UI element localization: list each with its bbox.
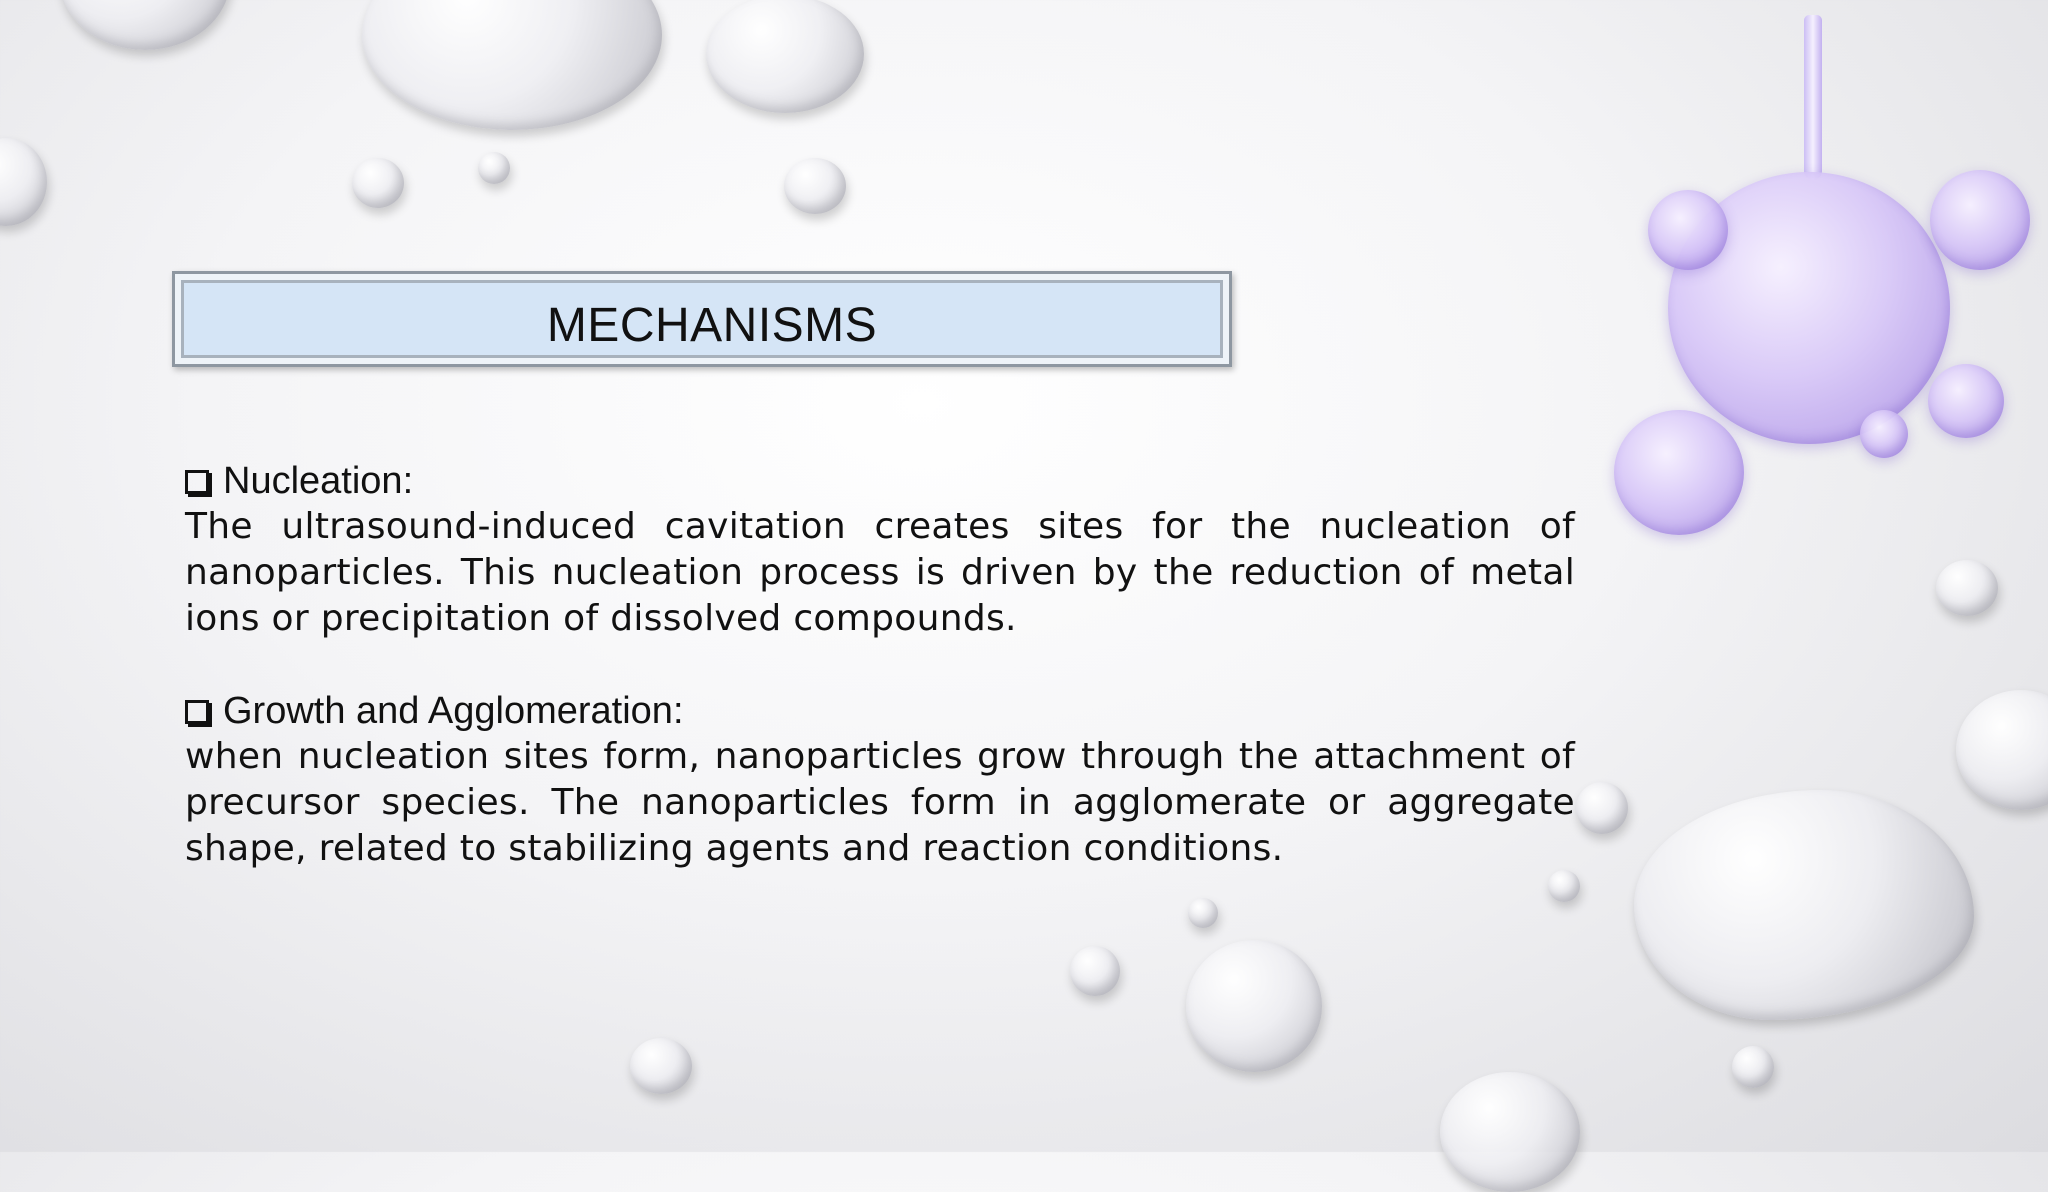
water-droplet-decoration <box>478 152 510 184</box>
water-droplet-decoration <box>1634 790 1974 1020</box>
purple-bubble-decoration <box>1614 410 1744 535</box>
section-heading-growth <box>185 688 1575 734</box>
section-body-nucleation: The ultrasound-induced cavitation creates sites for the nucleation of nanoparticles. This nucleation process is driven by the reduction of metal ions or precipitation of dissolved compounds. <box>185 506 1575 639</box>
section-heading-nucleation <box>185 458 1575 504</box>
title-banner <box>172 271 1232 367</box>
water-droplet-decoration <box>1186 940 1322 1072</box>
slide-title: MECHANISMS <box>546 299 878 352</box>
water-droplet-decoration <box>784 158 846 214</box>
heading-colon: : <box>402 460 414 502</box>
purple-bubble-decoration <box>1648 190 1728 270</box>
water-droplet-decoration <box>630 1038 692 1094</box>
water-droplet-decoration <box>1548 870 1580 902</box>
checkbox-bullet-icon <box>185 470 209 494</box>
heading-colon: : <box>672 690 684 732</box>
purple-bubble-decoration <box>1860 410 1908 458</box>
water-droplet-decoration <box>0 138 47 226</box>
water-droplet-decoration <box>1576 782 1628 834</box>
section-body-growth: when nucleation sites form, nanoparticles grow through the attachment of precursor species. The nanoparticles form in agglomerate or aggregate shape, related to stabilizing agents and reaction conditions. <box>185 736 1575 869</box>
section-heading-text: Growth and Agglomeration <box>223 690 673 732</box>
purple-bubble-decoration <box>1928 364 2004 438</box>
water-droplet-decoration <box>1440 1072 1580 1192</box>
water-droplet-decoration <box>1936 560 1998 616</box>
section-heading-text: Nucleation <box>223 460 403 502</box>
purple-bubble-decoration <box>1930 170 2030 270</box>
water-droplet-decoration <box>352 158 404 208</box>
water-droplet-decoration <box>1956 690 2048 810</box>
water-droplet-decoration <box>706 0 864 113</box>
pipette-decoration <box>1804 15 1822 180</box>
water-droplet-decoration <box>1732 1046 1774 1088</box>
water-droplet-decoration <box>60 0 230 50</box>
water-droplet-decoration <box>1188 898 1218 928</box>
slide-content <box>185 458 1575 872</box>
water-droplet-decoration <box>1070 946 1120 996</box>
checkbox-bullet-icon <box>185 700 209 724</box>
water-droplet-decoration <box>362 0 662 130</box>
